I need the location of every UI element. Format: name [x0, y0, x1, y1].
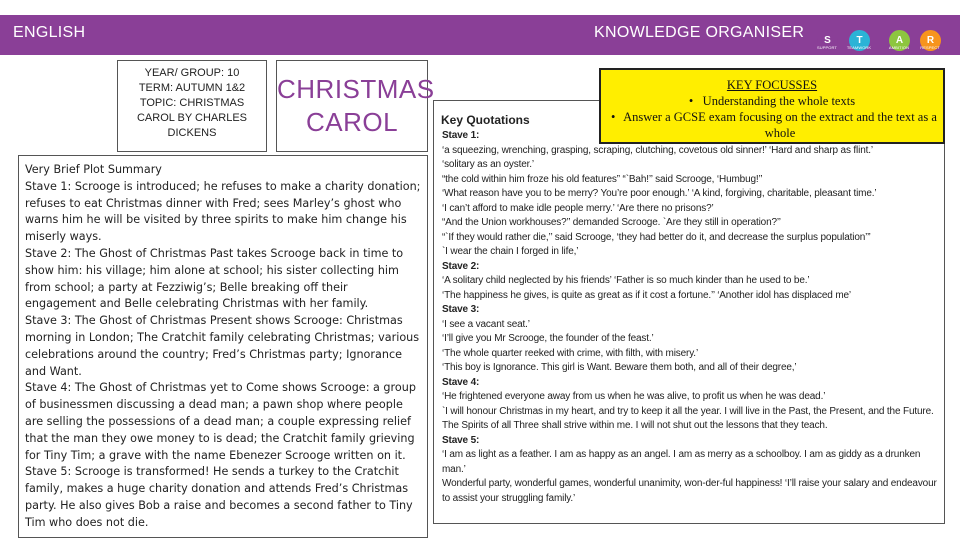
bullet-icon: •: [688, 94, 694, 108]
quote-line: ‘What reason have you to be merry? You’re poor enough.’ ‘A kind, forgiving, charitable, pleasant time.’: [442, 188, 877, 199]
text-title-box: [276, 60, 435, 152]
plot-stave-5: Stave 5: Scrooge is transformed! He sends a turkey to the Cratchit family, makes a huge charity donation and attends Fred’s Christmas party. He also gives Bob a raise and becomes a second father to Tiny Tim who does not die.: [25, 465, 413, 529]
focus-item: [601, 93, 943, 109]
text-title-line: CHRISTMAS: [277, 74, 435, 104]
quote-line: ‘The whole quarter reeked with crime, with filth, with misery.’: [442, 347, 699, 359]
ambition-badge-icon: A: [889, 30, 910, 51]
quote-line: `I wear the chain I forged in life,’: [442, 246, 579, 257]
quotations-list: [442, 129, 942, 506]
focus-item-text: Answer a GCSE exam focusing on the extract and the text as a whole: [623, 110, 937, 140]
support-badge-icon: S: [817, 30, 838, 51]
header-bar: [0, 15, 960, 55]
plot-stave-2: Stave 2: The Ghost of Christmas Past takes Scrooge back in time to show him: his village; him alone at school; his sister collecting him from school; a party at Fezziwig’s; Belle breaking off their engagement and Belle celebrating Christmas with her family.: [25, 246, 404, 311]
respect-caption: RESPECT: [920, 45, 940, 50]
quote-line: ‘I’ll give you Mr Scrooge, the founder of the feast.’: [442, 333, 654, 344]
quote-line: “the cold within him froze his old features” “`Bah!’’ said Scrooge, ‘Humbug!’’: [442, 173, 763, 185]
info-line: TERM: AUTUMN 1&2: [138, 82, 246, 94]
quotations-heading: Key Quotations: [441, 113, 530, 127]
quote-line: ‘This boy is Ignorance. This girl is Want. Beware them both, and all of their degree,’: [442, 362, 797, 373]
course-info-box: [117, 60, 267, 152]
quote-line: ‘The happiness he gives, is quite as great as if it cost a fortune.’’ ‘Another idol has displaced me’: [442, 289, 851, 301]
stave-label: Stave 3:: [442, 304, 480, 315]
page-title: KNOWLEDGE ORGANISER: [594, 24, 805, 41]
text-title-line: CAROL: [305, 107, 399, 137]
bullet-icon: •: [611, 110, 616, 124]
plot-summary-heading: Very Brief Plot Summary: [25, 163, 162, 176]
quote-line: “And the Union workhouses?’’ demanded Scrooge. `Are they still in operation?’’: [442, 217, 781, 228]
quote-line: ‘solitary as an oyster.’: [442, 159, 534, 170]
info-line: DICKENS: [167, 127, 217, 139]
quote-line: “`If they would rather die,’’ said Scrooge, ‘they had better do it, and decrease the surplus population’”: [442, 231, 871, 243]
key-focusses-box: [599, 68, 945, 144]
quote-line: ‘I am as light as a feather. I am as happy as an angel. I am as merry as a schoolboy. I am as giddy as a drunken man.’: [442, 449, 921, 475]
ambition-caption: AMBITION: [888, 45, 910, 50]
teamwork-caption: TEAMWORK: [846, 45, 872, 50]
stave-label: Stave 2:: [442, 260, 480, 272]
info-line: CAROL BY CHARLES: [136, 112, 248, 124]
plot-stave-3: Stave 3: The Ghost of Christmas Present shows Scrooge: Christmas morning in London; The Cratchit family celebrating Christmas; various celebrations around the country; Fred’s Christmas party; Ignorance and Want.: [25, 314, 420, 378]
info-line: TOPIC: CHRISTMAS: [139, 97, 245, 109]
stave-label: Stave 4:: [442, 376, 480, 388]
plot-stave-1: Stave 1: Scrooge is introduced; he refuses to make a charity donation; refuses to eat Christmas dinner with Fred; sees Marley’s ghost who warns him he will be visited by three spirits to make him change his miserly ways.: [25, 179, 421, 244]
stave-label: Stave 1:: [442, 130, 480, 141]
quote-line: Wonderful party, wonderful games, wonderful unanimity, won-der-ful happiness! ‘I’ll raise your salary and endeavour to assist your struggling family.’: [442, 478, 937, 504]
info-line: YEAR/ GROUP: 10: [144, 67, 240, 79]
plot-stave-4: Stave 4: The Ghost of Christmas yet to Come shows Scrooge: a group of businessmen discussing a dead man; a pawn shop where people are selling the possessions of a dead man; a couple expressing relief that the man they owe money to is dead; the Cratchit family grieving for Tiny Tim; a grave with the name Ebenezer Scrooge written on it.: [25, 381, 416, 462]
quote-line: ‘I see a vacant seat.’: [442, 318, 530, 330]
stave-label: Stave 5:: [442, 434, 480, 446]
quote-line: ‘A solitary child neglected by his friends’ ‘Father is so much kinder than he used to be.’: [442, 275, 810, 286]
respect-badge-icon: R: [920, 30, 941, 51]
key-focusses-heading: KEY FOCUSSES: [726, 78, 818, 92]
teamwork-badge-icon: T: [849, 30, 870, 51]
quote-line: ‘I can’t afford to make idle people merry.’ ‘Are there no prisons?’: [442, 202, 714, 214]
focus-item: [601, 109, 943, 141]
focus-item-text: Understanding the whole texts: [702, 94, 856, 108]
plot-summary-box: [18, 155, 428, 538]
support-caption: SUPPORT: [817, 45, 837, 50]
quote-line: ‘He frightened everyone away from us when he was alive, to profit us when he was dead.’: [442, 391, 826, 402]
subject-label: ENGLISH: [13, 24, 86, 41]
quote-line: `I will honour Christmas in my heart, and try to keep it all the year. I will live in the Past, the Present, and the Future. The Spirits of all Three shall strive within me. I will not shut out the lessons that they teach.: [442, 405, 934, 431]
quote-line: ‘a squeezing, wrenching, grasping, scraping, clutching, covetous old sinner!’ ‘Hard and sharp as flint.’: [442, 144, 873, 156]
